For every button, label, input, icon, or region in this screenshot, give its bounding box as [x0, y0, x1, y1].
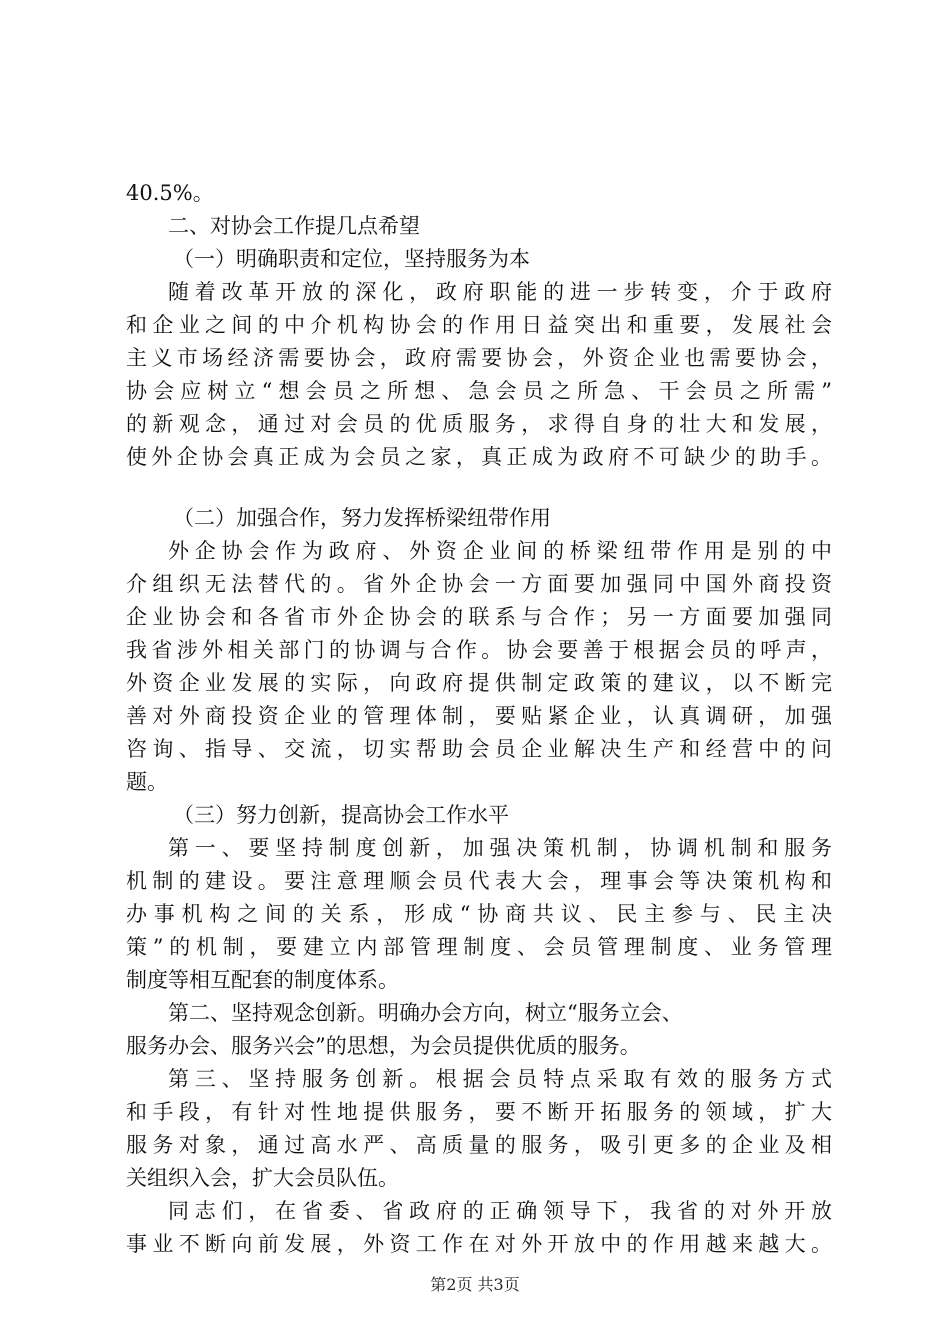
text-line: 题。	[126, 770, 168, 794]
text-line: 第二、坚持观念创新。明确办会方向，树立“服务立会、	[168, 1001, 683, 1025]
page-number-footer: 第2页 共3页	[430, 1275, 520, 1294]
text-line: 关组织入会，扩大会员队伍。	[126, 1166, 399, 1190]
text-line: 使外企协会真正成为会员之家，真正成为政府不可缺少的助手。	[126, 445, 832, 469]
text-line: 和企业之间的中介机构协会的作用日益突出和重要，发展社会	[126, 313, 832, 337]
text-line: 介组织无法替代的。省外企协会一方面要加强同中国外商投资	[126, 572, 832, 596]
document-body	[126, 177, 832, 1261]
subsection-heading: （二）加强合作，努力发挥桥梁纽带作用	[173, 506, 551, 530]
subsection-heading: （一）明确职责和定位，坚持服务为本	[173, 247, 530, 271]
text-line: 办事机构之间的关系，形成“协商共议、民主参与、民主决	[126, 902, 832, 926]
text-line: 第一、要坚持制度创新，加强决策机制，协调机制和服务	[168, 836, 832, 860]
text-line: 善对外商投资企业的管理体制，要贴紧企业，认真调研，加强	[126, 704, 832, 728]
text-line: 我省涉外相关部门的协调与合作。协会要善于根据会员的呼声，	[126, 638, 832, 662]
text-line: 同志们，在省委、省政府的正确领导下，我省的对外开放	[168, 1199, 832, 1223]
text-line: 的新观念，通过对会员的优质服务，求得自身的壮大和发展，	[126, 412, 832, 436]
text-line: 40.5%。	[126, 181, 214, 205]
text-line: 企业协会和各省市外企协会的联系与合作；另一方面要加强同	[126, 605, 832, 629]
text-line: 外企协会作为政府、外资企业间的桥梁纽带作用是别的中	[168, 539, 832, 563]
text-line: 主义市场经济需要协会，政府需要协会，外资企业也需要协会，	[126, 346, 832, 370]
subsection-heading: （三）努力创新，提高协会工作水平	[173, 803, 509, 827]
text-line: 外资企业发展的实际，向政府提供制定政策的建议，以不断完	[126, 671, 832, 695]
text-line: 策”的机制，要建立内部管理制度、会员管理制度、业务管理	[126, 935, 832, 959]
text-line: 第三、坚持服务创新。根据会员特点采取有效的服务方式	[168, 1067, 832, 1091]
text-line: 和手段，有针对性地提供服务，要不断开拓服务的领域，扩大	[126, 1100, 832, 1124]
text-line: 服务对象，通过高水严、高质量的服务，吸引更多的企业及相	[126, 1133, 832, 1157]
text-line: 制度等相互配套的制度体系。	[126, 968, 399, 992]
paragraph-gap	[126, 474, 832, 502]
text-line: 随着改革开放的深化，政府职能的进一步转变，介于政府	[168, 280, 832, 304]
text-line: 事业不断向前发展，外资工作在对外开放中的作用越来越大。	[126, 1232, 832, 1256]
text-line: 机制的建设。要注意理顺会员代表大会，理事会等决策机构和	[126, 869, 832, 893]
text-line: 协会应树立“想会员之所想、急会员之所急、干会员之所需”	[126, 379, 832, 403]
section-heading: 二、对协会工作提几点希望	[168, 214, 420, 238]
text-line: 服务办会、服务兴会”的思想，为会员提供优质的服务。	[126, 1034, 641, 1058]
text-line: 咨询、指导、交流，切实帮助会员企业解决生产和经营中的问	[126, 737, 832, 761]
